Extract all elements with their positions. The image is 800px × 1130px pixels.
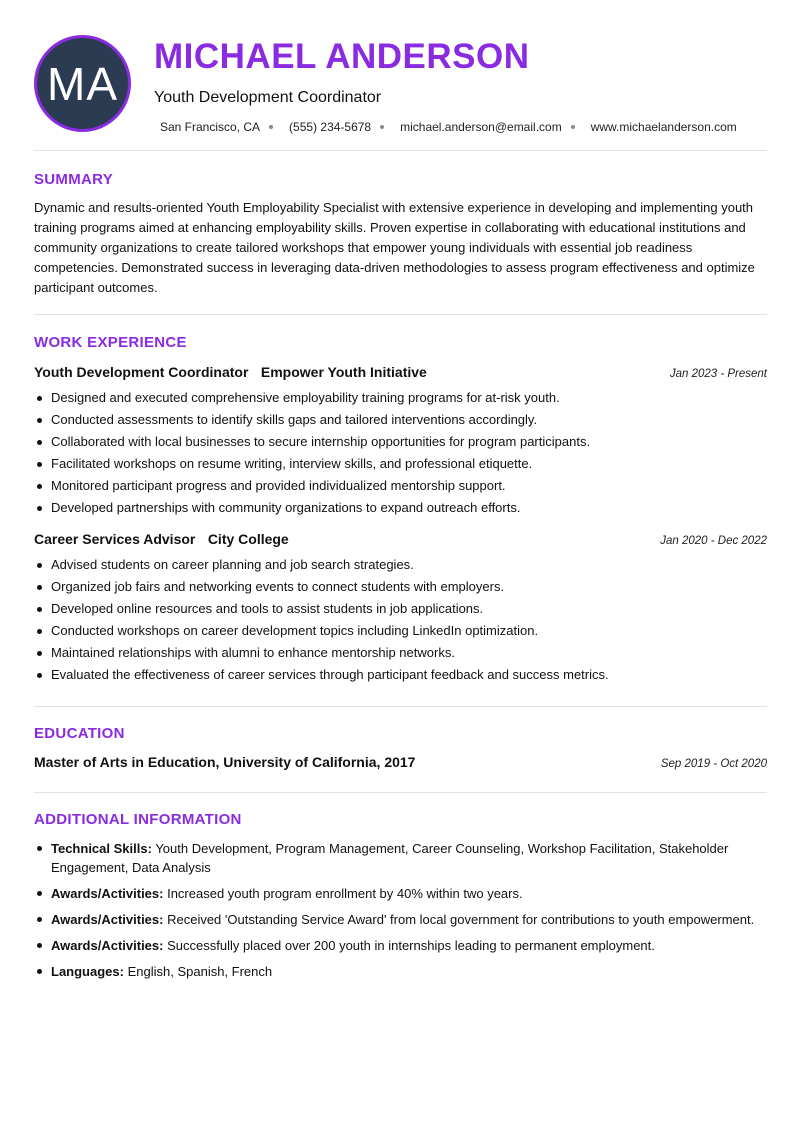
additional-list: [34, 839, 767, 981]
contact-phone: (555) 234-5678: [289, 120, 372, 134]
list-item: Collaborated with local businesses to secure internship opportunities for program participants.: [34, 431, 767, 453]
list-item: [34, 839, 767, 877]
list-item: [34, 910, 767, 929]
avatar: [34, 35, 131, 132]
contact-email[interactable]: michael.anderson@email.com: [400, 120, 562, 134]
avatar-initials: MA: [47, 57, 118, 110]
work-experience-section: [34, 315, 767, 707]
list-item: Organized job fairs and networking events to connect students with employers.: [34, 576, 767, 598]
additional-info-section: [34, 793, 767, 981]
candidate-title: Youth Development Coordinator: [154, 89, 382, 106]
job-bullets: [34, 387, 767, 519]
list-item: Conducted assessments to identify skills gaps and tailored interventions accordingly.: [34, 409, 767, 431]
job-organization: City College: [207, 531, 289, 547]
contact-separator: [380, 125, 384, 129]
item-text: Successfully placed over 200 youth in internships leading to permanent employment.: [167, 938, 655, 953]
education-degree: Master of Arts in Education, University of California, 2017: [34, 754, 416, 770]
list-item: Developed online resources and tools to assist students in job applications.: [34, 598, 767, 620]
section-title: ADDITIONAL INFORMATION: [34, 811, 242, 828]
job-role: Youth Development Coordinator: [34, 364, 249, 380]
list-item: Maintained relationships with alumni to enhance mentorship networks.: [34, 642, 767, 664]
item-text: Increased youth program enrollment by 40% within two years.: [167, 886, 523, 901]
job-organization: Empower Youth Initiative: [260, 364, 427, 380]
list-item: Developed partnerships with community organizations to expand outreach efforts.: [34, 497, 767, 519]
section-title: EDUCATION: [34, 725, 125, 742]
list-item: Conducted workshops on career development topics including LinkedIn optimization.: [34, 620, 767, 642]
item-label: Languages:: [51, 964, 124, 979]
list-item: Evaluated the effectiveness of career services through participant feedback and success metrics.: [34, 664, 767, 686]
list-item: [34, 936, 767, 955]
list-item: Monitored participant progress and provided individualized mentorship support.: [34, 475, 767, 497]
list-item: Designed and executed comprehensive employability training programs for at-risk youth.: [34, 387, 767, 409]
job-bullets: [34, 554, 767, 686]
list-item: Facilitated workshops on resume writing, interview skills, and professional etiquette.: [34, 453, 767, 475]
job-header: [34, 531, 767, 549]
item-label: Awards/Activities:: [51, 912, 164, 927]
job-date: Jan 2023 - Present: [669, 368, 767, 380]
contact-separator: [571, 125, 575, 129]
list-item: [34, 884, 767, 903]
item-text: Received 'Outstanding Service Award' from local government for contributions to youth empowerment.: [167, 912, 755, 927]
job-date: Jan 2020 - Dec 2022: [660, 535, 767, 547]
contact-location: San Francisco, CA: [160, 120, 261, 134]
job-role: Career Services Advisor: [34, 531, 196, 547]
item-label: Technical Skills:: [51, 841, 152, 856]
item-label: Awards/Activities:: [51, 886, 164, 901]
item-label: Awards/Activities:: [51, 938, 164, 953]
education-section: [34, 707, 767, 793]
contact-line: [160, 120, 767, 134]
section-title: WORK EXPERIENCE: [34, 334, 187, 351]
job-entry: [34, 364, 767, 519]
job-entry: [34, 531, 767, 686]
resume-header: [34, 0, 767, 151]
item-text: Youth Development, Program Management, Career Counseling, Workshop Facilitation, Stakeholder Engagement, Data Analysis: [51, 841, 729, 875]
education-entry: [34, 754, 767, 770]
contact-website[interactable]: www.michaelanderson.com: [590, 120, 737, 134]
list-item: [34, 962, 767, 981]
candidate-name: MICHAEL ANDERSON: [154, 37, 530, 76]
item-text: English, Spanish, French: [127, 964, 273, 979]
list-item: Advised students on career planning and job search strategies.: [34, 554, 767, 576]
job-header: [34, 364, 767, 382]
summary-section: [34, 151, 767, 315]
education-date: Sep 2019 - Oct 2020: [660, 758, 767, 770]
summary-text: Dynamic and results-oriented Youth Employability Specialist with extensive experience in developing and implementing youth training programs aimed at enhancing employability skills. Proven expertise in collaborating with educational institutions and community organizations to create tailored workshops that empower young individuals with essential job readiness competencies. Demonstrated success in leveraging data-driven methodologies to assess program effectiveness and optimize participant outcomes.: [34, 200, 755, 295]
contact-separator: [269, 125, 273, 129]
section-title: SUMMARY: [34, 171, 114, 188]
